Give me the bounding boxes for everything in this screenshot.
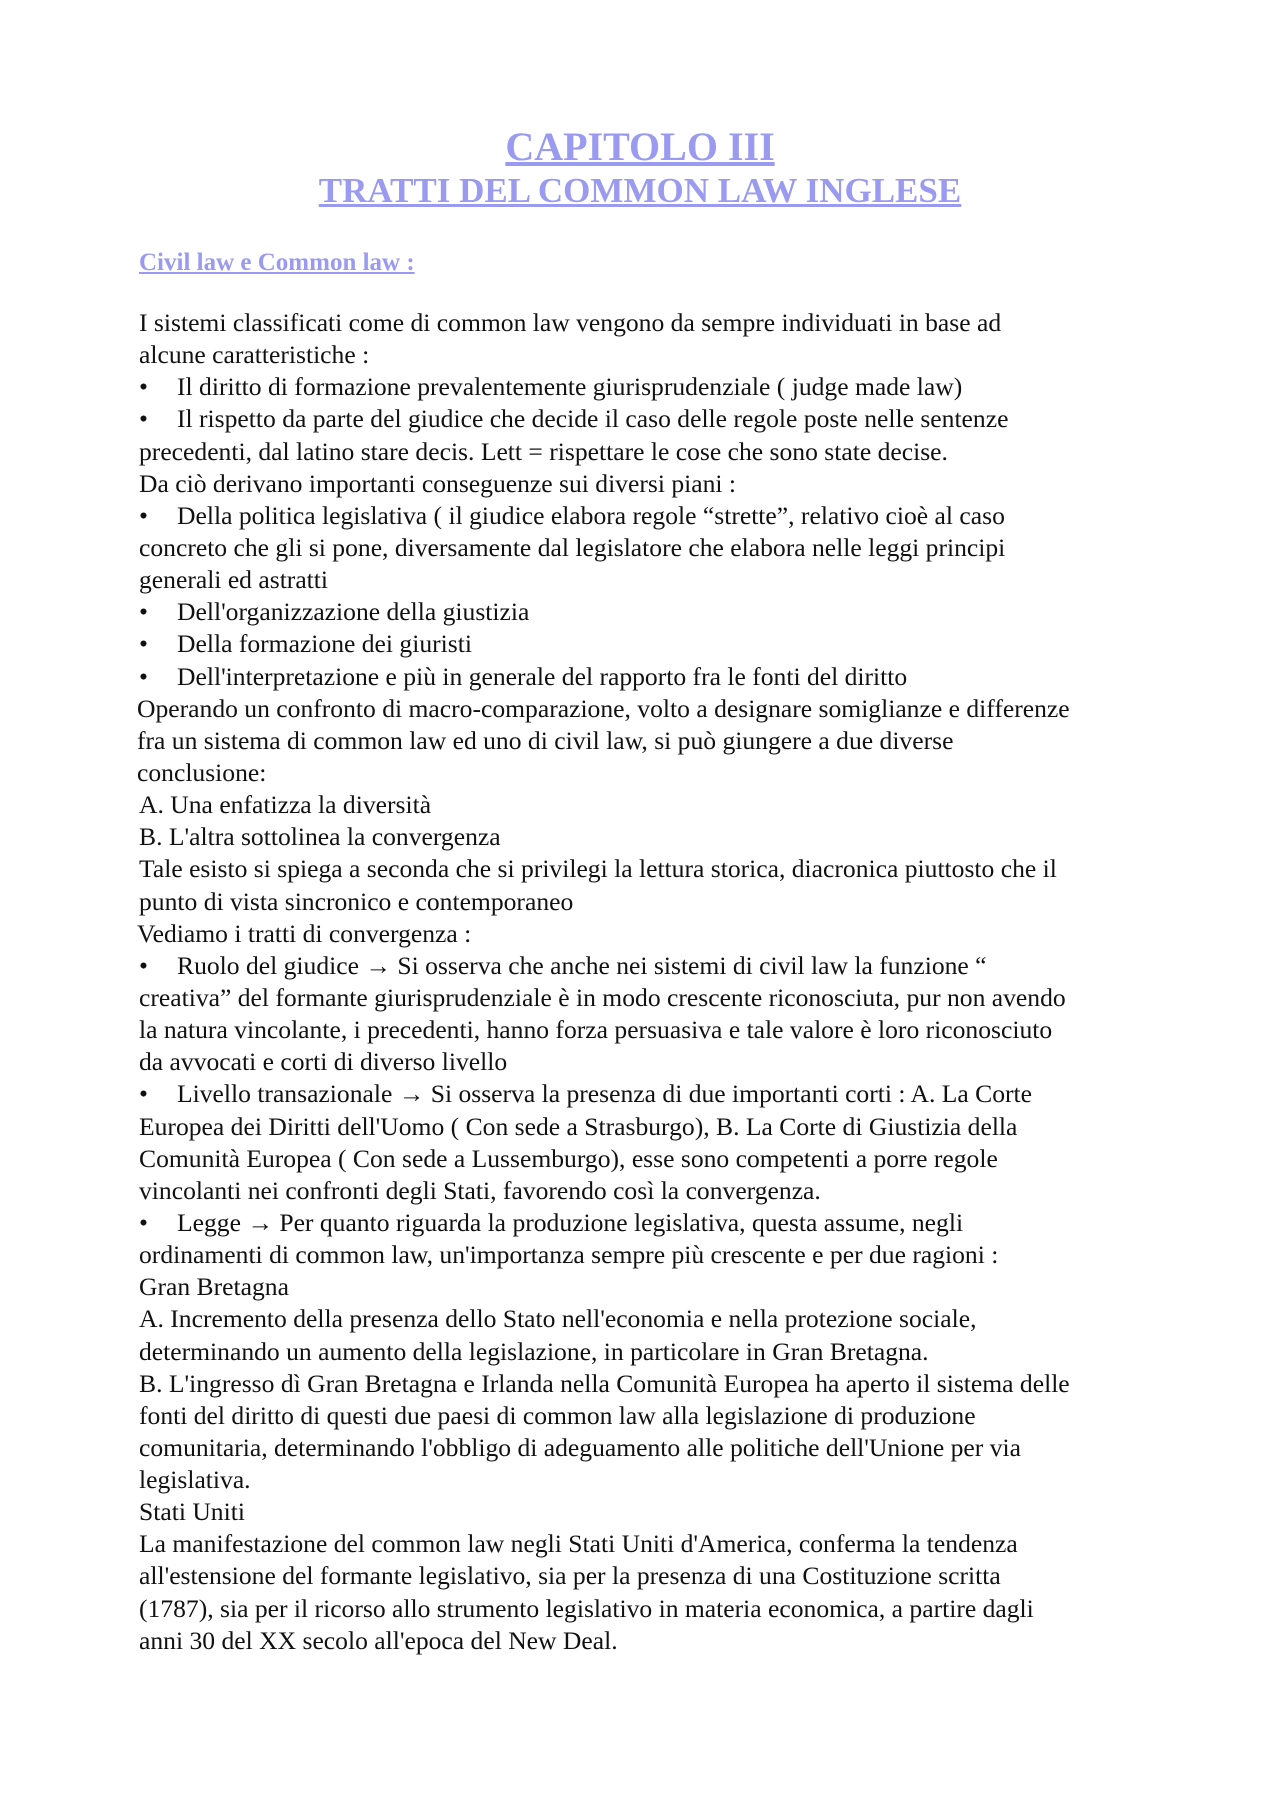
line-text: Comunità Europea ( Con sede a Lussemburgo), esse sono competenti a porre regole [139, 1143, 998, 1173]
body-text [139, 307, 1159, 1657]
text-line [139, 1432, 1159, 1464]
bullet-line [139, 596, 1159, 628]
line-text: Il rispetto da parte del giudice che decide il caso delle regole poste nelle sentenze [177, 404, 1009, 434]
text-line [137, 693, 1159, 725]
line-text: Stati Uniti [139, 1497, 245, 1527]
line-text: generali ed astratti [139, 565, 329, 595]
line-text: Dell'organizzazione della giustizia [177, 597, 530, 627]
bullet-marker: • [139, 500, 148, 530]
text-line [139, 1336, 1159, 1368]
bullet-line [139, 371, 1159, 403]
text-line [139, 1368, 1159, 1400]
chapter-subtitle: TRATTI DEL COMMON LAW INGLESE [318, 171, 962, 210]
line-text: B. L'ingresso dì Gran Bretagna e Irlanda nella Comunità Europea ha aperto il sistema delle [139, 1368, 1070, 1398]
line-text: Livello transazionale → Si osserva la presenza di due importanti corti : A. La Corte [177, 1079, 1033, 1109]
line-text: concreto che gli si pone, diversamente dal legislatore che elabora nelle leggi principi [139, 532, 1006, 562]
chapter-title: CAPITOLO III [505, 124, 775, 169]
title-block [0, 125, 1280, 213]
line-text: creativa” del formante giurisprudenziale è in modo crescente riconosciuta, pur non avendo [139, 982, 1066, 1012]
text-line [139, 1111, 1159, 1143]
line-text: ordinamenti di common law, un'importanza sempre più crescente e per due ragioni : [139, 1240, 999, 1270]
bullet-line [139, 950, 1159, 982]
text-line [137, 757, 1159, 789]
section-heading: Civil law e Common law : [139, 249, 415, 276]
text-line [139, 532, 1159, 564]
line-text: A. Incremento della presenza dello Stato nell'economia e nella protezione sociale, [139, 1304, 977, 1334]
text-line [139, 1046, 1159, 1078]
text-line [139, 1014, 1159, 1046]
text-line [139, 982, 1159, 1014]
text-line [139, 1464, 1159, 1496]
text-line [139, 1400, 1159, 1432]
text-line [139, 564, 1159, 596]
text-line [139, 1239, 1159, 1271]
text-line [139, 1271, 1159, 1303]
bullet-line [139, 1078, 1159, 1110]
bullet-marker: • [139, 372, 148, 402]
text-line [139, 1143, 1159, 1175]
line-text: la natura vincolante, i precedenti, hanno forza persuasiva e tale valore è loro riconosciuto [139, 1015, 1053, 1045]
text-line [139, 1560, 1159, 1592]
text-line [139, 1528, 1159, 1560]
line-text: determinando un aumento della legislazione, in particolare in Gran Bretagna. [139, 1336, 929, 1366]
bullet-line [139, 403, 1159, 435]
line-text: alcune caratteristiche : [139, 340, 370, 370]
text-line [139, 339, 1159, 371]
line-text: fra un sistema di common law ed uno di civil law, si può giungere a due diverse [137, 725, 954, 755]
bullet-marker: • [139, 597, 148, 627]
text-line [137, 918, 1159, 950]
text-line [139, 789, 1159, 821]
bullet-line [139, 628, 1159, 660]
line-text: Della formazione dei giuristi [177, 629, 472, 659]
text-line [139, 886, 1159, 918]
bullet-marker: • [139, 950, 148, 980]
line-text: vincolanti nei confronti degli Stati, favorendo così la convergenza. [139, 1175, 821, 1205]
line-text: Europea dei Diritti dell'Uomo ( Con sede a Strasburgo), B. La Corte di Giustizia della [139, 1111, 1018, 1141]
line-text: fonti del diritto di questi due paesi di common law alla legislazione di produzione [139, 1400, 976, 1430]
bullet-marker: • [139, 404, 148, 434]
line-text: precedenti, dal latino stare decis. Lett = rispettare le cose che sono state decise. [139, 436, 948, 466]
line-text: A. Una enfatizza la diversità [139, 790, 432, 820]
line-text: legislativa. [139, 1465, 251, 1495]
line-text: conclusione: [137, 757, 267, 787]
line-text: (1787), sia per il ricorso allo strumento legislativo in materia economica, a partire dagli [139, 1593, 1034, 1623]
text-line [139, 436, 1159, 468]
text-line [139, 1625, 1159, 1657]
line-text: Della politica legislativa ( il giudice elabora regole “strette”, relativo cioè al caso [177, 500, 1005, 530]
text-line [137, 725, 1159, 757]
line-text: B. L'altra sottolinea la convergenza [139, 822, 501, 852]
text-line [139, 1303, 1159, 1335]
line-text: Tale esisto si spiega a seconda che si privilegi la lettura storica, diacronica piuttosto che il [139, 854, 1057, 884]
bullet-marker: • [139, 629, 148, 659]
line-text: Operando un confronto di macro-comparazione, volto a designare somiglianze e differenze [137, 693, 1070, 723]
line-text: La manifestazione del common law negli Stati Uniti d'America, conferma la tendenza [139, 1529, 1018, 1559]
bullet-line [139, 1207, 1159, 1239]
line-text: Legge → Per quanto riguarda la produzione legislativa, questa assume, negli [177, 1207, 964, 1237]
text-line [139, 821, 1159, 853]
bullet-marker: • [139, 1207, 148, 1237]
line-text: Da ciò derivano importanti conseguenze sui diversi piani : [139, 468, 737, 498]
line-text: anni 30 del XX secolo all'epoca del New Deal. [139, 1625, 618, 1655]
text-line [139, 1496, 1159, 1528]
text-line [139, 1175, 1159, 1207]
line-text: Gran Bretagna [139, 1272, 289, 1302]
line-text: Dell'interpretazione e più in generale del rapporto fra le fonti del diritto [177, 661, 908, 691]
text-line [139, 307, 1159, 339]
bullet-line [139, 500, 1159, 532]
line-text: da avvocati e corti di diverso livello [139, 1047, 508, 1077]
line-text: Il diritto di formazione prevalentemente giurisprudenziale ( judge made law) [177, 372, 963, 402]
line-text: I sistemi classificati come di common law vengono da sempre individuati in base ad [139, 308, 1002, 337]
line-text: comunitaria, determinando l'obbligo di adeguamento alle politiche dell'Unione per via [139, 1432, 1021, 1462]
bullet-line [139, 661, 1159, 693]
bullet-marker: • [139, 1079, 148, 1109]
bullet-marker: • [139, 661, 148, 691]
text-line [139, 1593, 1159, 1625]
text-line [139, 468, 1159, 500]
line-text: Ruolo del giudice → Si osserva che anche nei sistemi di civil law la funzione “ [177, 950, 987, 980]
line-text: all'estensione del formante legislativo, sia per la presenza di una Costituzione scritta [139, 1561, 1001, 1591]
line-text: Vediamo i tratti di convergenza : [137, 918, 472, 948]
text-line [139, 853, 1159, 885]
line-text: punto di vista sincronico e contemporaneo [139, 886, 574, 916]
